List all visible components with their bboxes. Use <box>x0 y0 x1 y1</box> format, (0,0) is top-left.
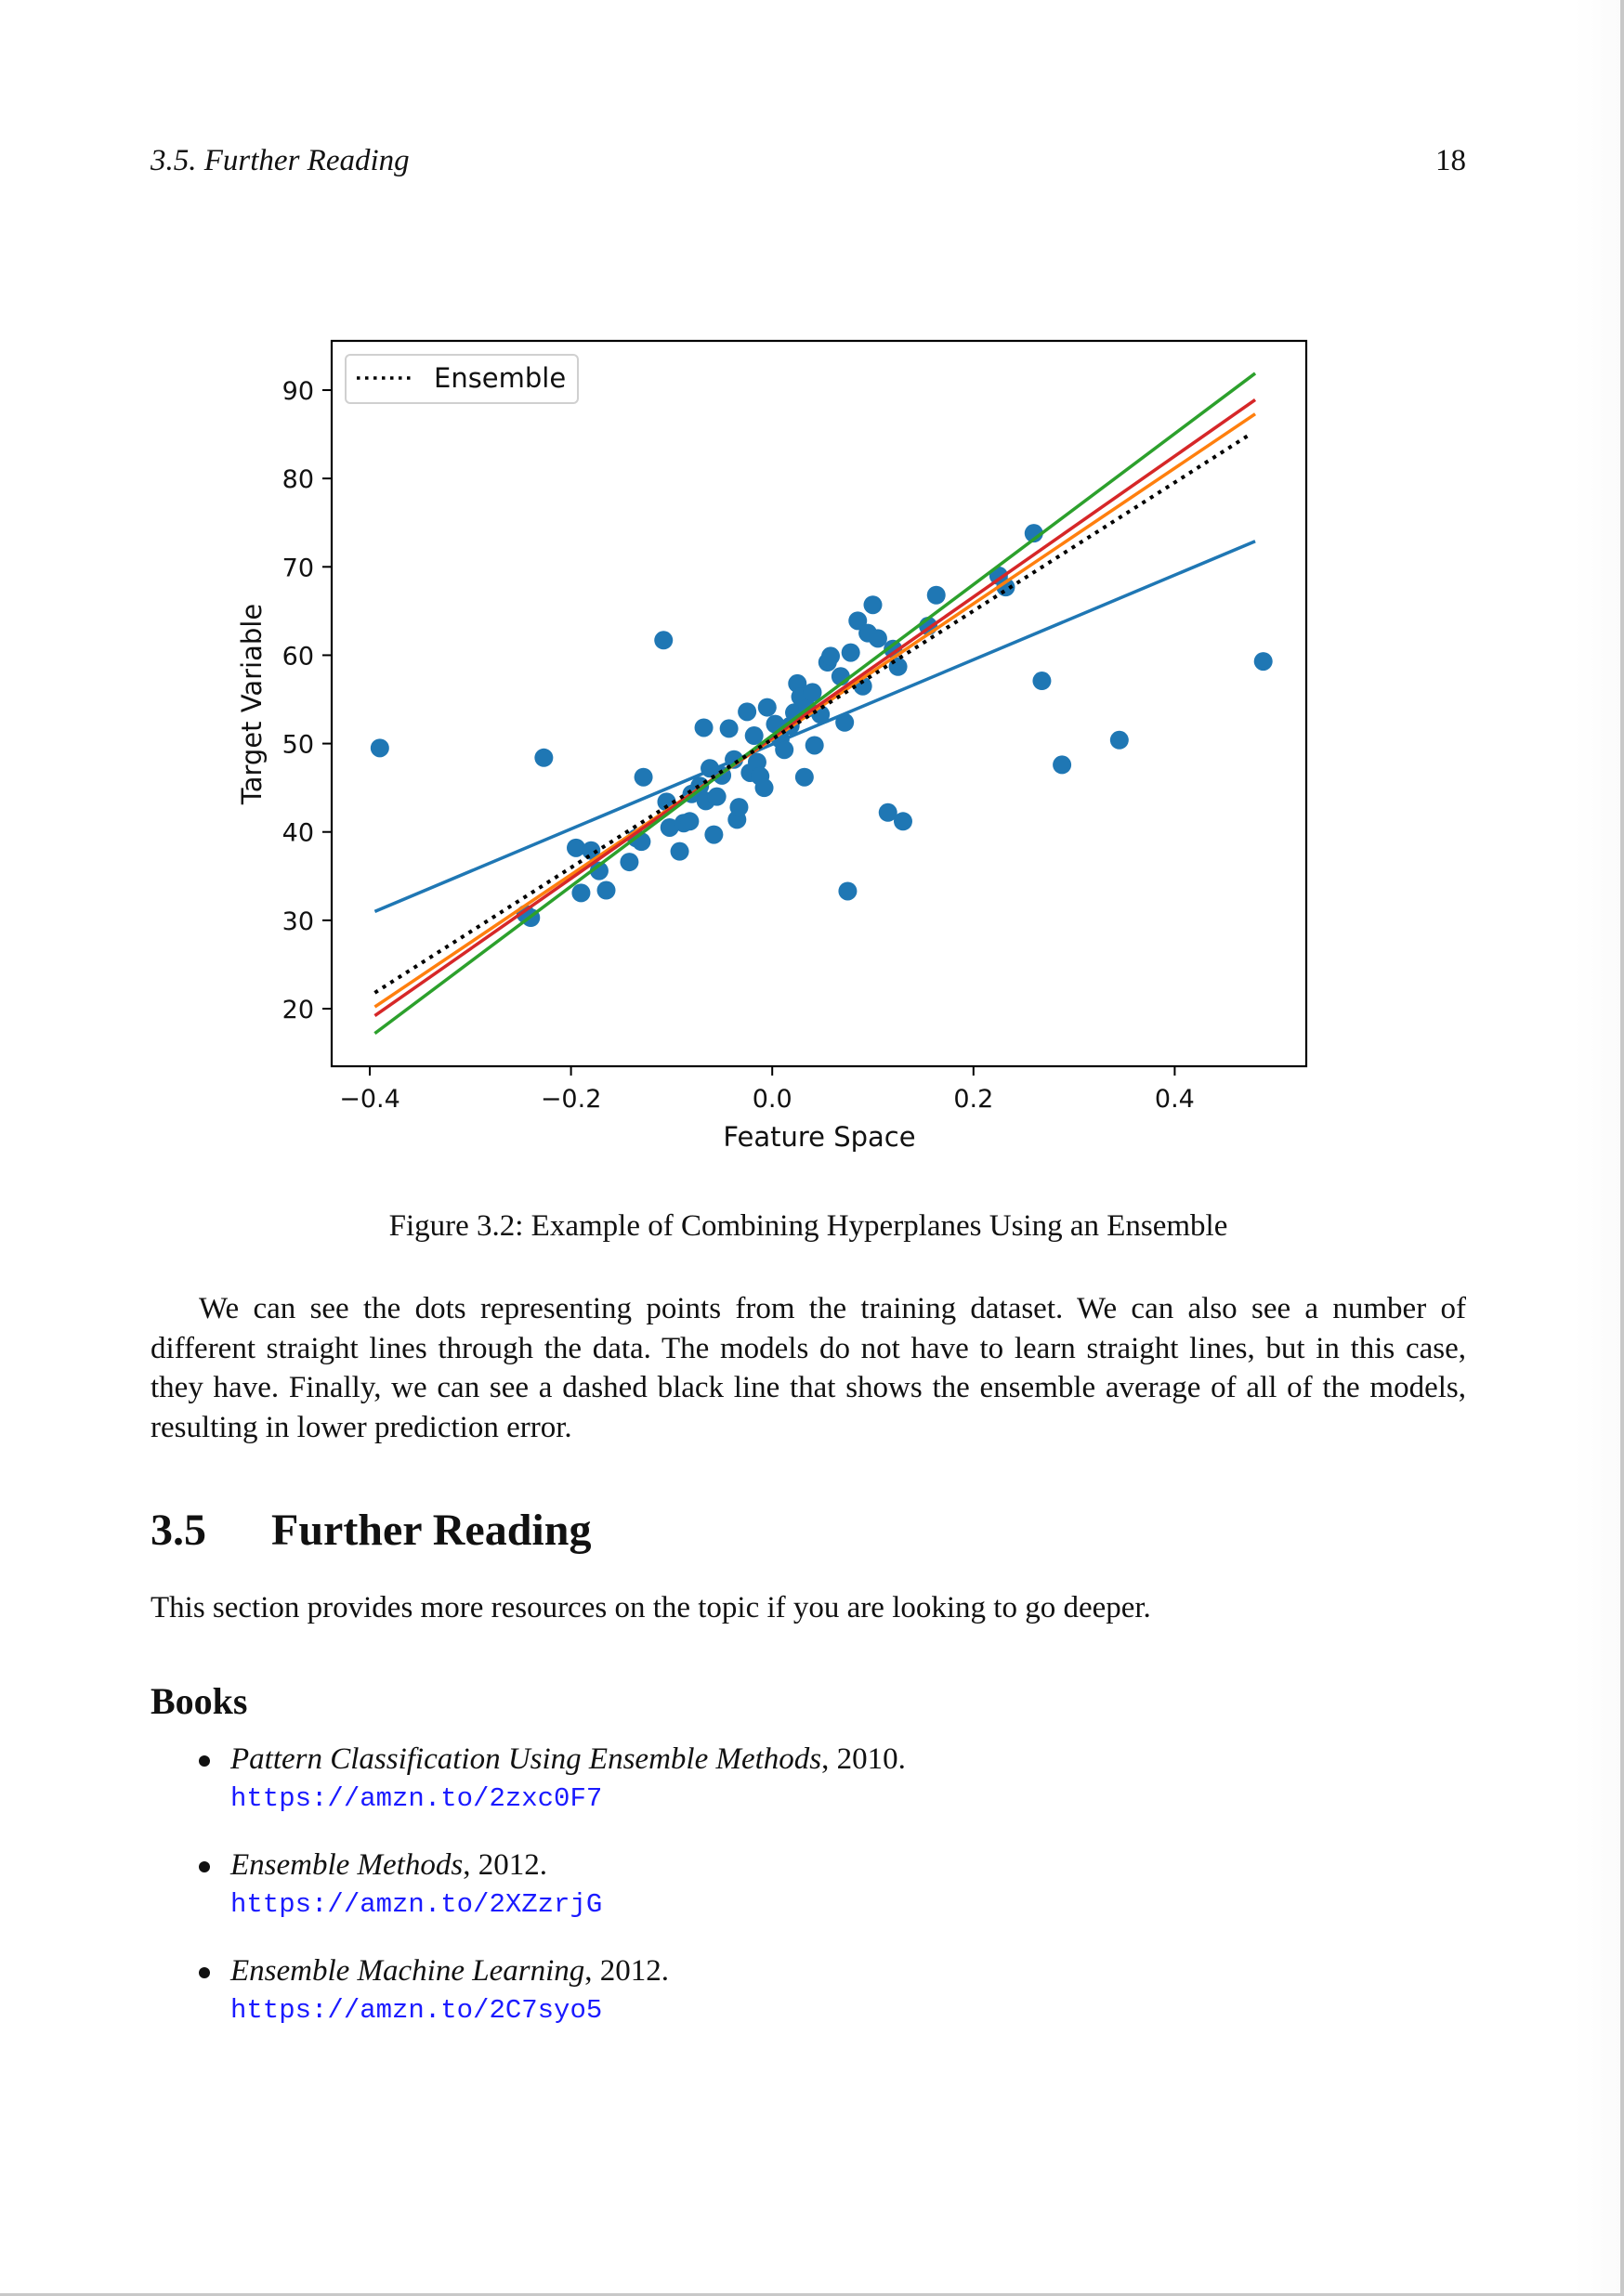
x-axis-ticks <box>339 1066 1195 1114</box>
data-point <box>654 631 673 649</box>
section-title: Further Reading <box>271 1506 592 1555</box>
data-point <box>620 853 638 871</box>
data-point <box>671 842 689 861</box>
page-shadow <box>1574 0 1620 2293</box>
book-year: , 2012. <box>584 1954 670 1988</box>
data-point <box>1053 755 1071 774</box>
x-tick-label: 0.0 <box>752 1085 792 1114</box>
model-line <box>374 399 1255 1015</box>
figure-chart <box>223 325 1338 1161</box>
book-link[interactable]: https://amzn.to/2XZzrjG <box>230 1889 603 1920</box>
data-point <box>838 881 857 900</box>
body-paragraph: We can see the dots representing points from the training dataset. We can also see a number of different straight lines through the data. The models do not have to learn straight lines, but in this case, they have. Finally, we can see a dashed black line that shows the ensemble average of all of the models, resulting in lower prediction error. <box>151 1292 1466 1444</box>
page-edge <box>1620 0 1624 2296</box>
x-tick-label: −0.4 <box>339 1085 400 1114</box>
x-axis-label: Feature Space <box>723 1121 916 1153</box>
data-point <box>729 798 748 816</box>
model-lines <box>374 373 1255 1034</box>
y-tick-label: 60 <box>282 642 314 672</box>
running-head <box>151 144 1466 178</box>
data-point <box>894 812 912 830</box>
data-point <box>571 883 590 902</box>
y-axis-ticks <box>282 377 332 1024</box>
data-point <box>805 736 824 754</box>
books-heading: Books <box>151 1680 248 1722</box>
y-tick-label: 90 <box>282 377 314 407</box>
data-point <box>758 698 777 717</box>
book-link[interactable]: https://amzn.to/2C7syo5 <box>230 1995 603 2026</box>
data-point <box>795 768 814 787</box>
data-point <box>738 702 756 721</box>
book-title: Ensemble Machine Learning <box>230 1954 585 1988</box>
data-points <box>371 524 1273 927</box>
section-intro: This section provides more resources on the topic if you are looking to go deeper. <box>151 1591 1151 1624</box>
data-point <box>864 595 883 614</box>
y-tick-label: 50 <box>282 730 314 760</box>
data-point <box>927 586 946 605</box>
section-number: 3.5 <box>151 1506 206 1555</box>
y-tick-label: 20 <box>282 996 314 1024</box>
y-tick-label: 80 <box>282 465 314 495</box>
data-point <box>1032 672 1051 690</box>
data-point <box>597 881 616 900</box>
data-point <box>534 749 553 767</box>
data-point <box>869 629 887 647</box>
section-heading <box>151 1505 591 1556</box>
x-tick-label: −0.2 <box>540 1085 602 1114</box>
list-item <box>195 1954 1403 2060</box>
bullet-icon <box>199 1755 210 1767</box>
data-point <box>635 768 653 787</box>
y-tick-label: 70 <box>282 554 314 583</box>
running-head-title: 3.5. Further Reading <box>151 144 410 177</box>
data-point <box>842 644 860 662</box>
x-tick-label: 0.2 <box>953 1085 994 1114</box>
y-tick-label: 30 <box>282 907 314 936</box>
y-tick-label: 40 <box>282 818 314 848</box>
book-year: , 2010. <box>821 1742 906 1776</box>
model-line <box>374 373 1255 1034</box>
data-point <box>680 812 699 830</box>
book-title: Ensemble Methods <box>230 1848 464 1882</box>
page-number: 18 <box>1435 144 1466 177</box>
data-point <box>704 826 723 844</box>
data-point <box>755 778 774 797</box>
y-axis-label: Target Variable <box>236 603 268 805</box>
data-point <box>708 788 727 806</box>
figure-caption: Figure 3.2: Example of Combining Hyperplanes Using an Ensemble <box>388 1209 1228 1243</box>
bullet-icon <box>199 1861 210 1872</box>
book-link[interactable]: https://amzn.to/2zxc0F7 <box>230 1783 603 1814</box>
data-point <box>1254 652 1273 671</box>
legend-label: Ensemble <box>434 362 567 394</box>
book-year: , 2012. <box>463 1848 547 1882</box>
scatter-chart <box>223 325 1338 1161</box>
data-point <box>720 719 739 737</box>
model-line <box>374 541 1255 912</box>
x-tick-label: 0.4 <box>1154 1085 1195 1114</box>
data-point <box>821 646 840 665</box>
list-item <box>195 1742 1403 1848</box>
list-item <box>195 1848 1403 1954</box>
data-point <box>371 738 389 757</box>
data-point <box>695 718 714 737</box>
book-title: Pattern Classification Using Ensemble Methods <box>230 1742 822 1776</box>
books-list <box>195 1742 1403 2060</box>
bullet-icon <box>199 1967 210 1978</box>
legend <box>346 355 578 403</box>
data-point <box>1110 731 1129 750</box>
